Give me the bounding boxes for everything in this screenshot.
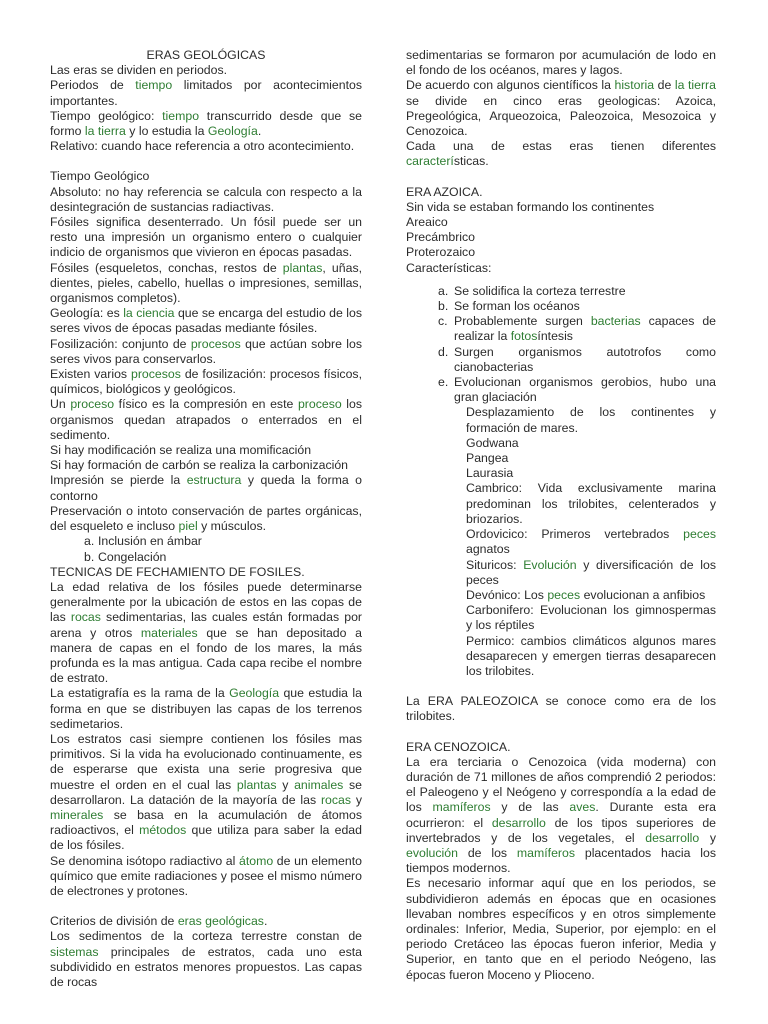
paragraph: La era terciaria o Cenozoica (vida moderna) con duración de 71 millones de años comprendió 2 periodos: el Paleogeno y el Neógeno y correspondía a la edad de los mamíferos y de las aves. Durante esta era ocurrieron: el desarrollo de los tipos superiores de invertebrados y de los vegetales, el desarrollo y evolución de los mamíferos placentados hacia los tiempos modernos. xyxy=(406,754,716,876)
paragraph: Relativo: cuando hace referencia a otro acontecimiento. xyxy=(50,139,355,154)
paragraph: Areaico xyxy=(406,215,448,230)
link-metodos[interactable]: métodos xyxy=(139,823,187,838)
link-rocas[interactable]: rocas xyxy=(70,610,101,625)
link-rocas[interactable]: rocas xyxy=(320,792,352,807)
sub-paragraph: Laurasia xyxy=(466,466,514,481)
link-desarrollo[interactable]: desarrollo xyxy=(645,830,700,845)
link-peces[interactable]: peces xyxy=(683,527,716,542)
link-bacterias[interactable]: bacterias xyxy=(590,314,641,329)
link-geologia[interactable]: Geología xyxy=(207,124,258,139)
paragraph: Periodos de tiempo limitados por acontecimientos importantes. xyxy=(50,78,362,108)
link-proceso[interactable]: proceso xyxy=(70,397,115,412)
link-tiempo[interactable]: tiempo xyxy=(135,78,173,93)
sub-paragraph: Desplazamiento de los continentes y formación de mares. xyxy=(466,405,716,435)
characteristics-list xyxy=(406,284,716,406)
list-item: b. Congelación xyxy=(84,549,167,564)
paragraph: La edad relativa de los fósiles puede determinarse generalmente por la ubicación de estos en las copas de las rocas sedimentarias, las cuales están formadas por arena y otros materiales que se han depositado a manera de capas en el fondo de los mares, la más profunda es la mas antigua. Cada capa recibe el nombre de estrato. xyxy=(50,579,362,686)
list-item: a. Se solidifica la corteza terrestre xyxy=(438,283,626,298)
paragraph: Es necesario informar aquí que en los periodos, se subdividieron además en épocas que en ocasiones llevaban nombres específicos y en otros simplemente ordinales: Inferior, Media, Superior, por ejemplo: en el periodo Cretáceo las épocas fueron inferior, Media y Superior, en tanto que en el periodo Neógeno, las épocas fueron Moceno y Plioceno. xyxy=(406,876,716,982)
link-mamiferos[interactable]: mamíferos xyxy=(516,845,576,860)
link-desarrollo[interactable]: desarrollo xyxy=(491,815,546,830)
link-aves[interactable]: aves xyxy=(569,800,596,815)
link-eras-geologicas[interactable]: eras geológicas xyxy=(177,914,264,929)
link-mamiferos[interactable]: mamíferos xyxy=(432,800,491,815)
paragraph: Los estratos casi siempre contienen los fósiles mas primitivos. Si la vida ha evolucionado continuamente, es de esperarse que exista una serie progresiva que muestre el orden en el cual las plantas y animales se desarrollaron. La datación de la mayoría de las rocas y minerales se basa en la acumulación de átomos radioactivos, el métodos que utiliza para saber la edad de los fósiles. xyxy=(50,731,363,853)
link-procesos[interactable]: procesos xyxy=(130,367,181,382)
paragraph: Se denomina isótopo radiactivo al átomo de un elemento químico que emite radiaciones y posee el mismo número de electrones y protones. xyxy=(50,853,362,898)
link-sistemas[interactable]: sistemas xyxy=(50,944,99,959)
left-column xyxy=(50,48,362,990)
list-item: d. Surgen organismos autotrofos como cianobacterias xyxy=(438,344,716,374)
list-item: a. Inclusión en ámbar xyxy=(84,534,202,549)
link-peces[interactable]: peces xyxy=(547,587,581,602)
paragraph: Fósiles (esqueletos, conchas, restos de plantas, uñas, dientes, pieles, cabello, huellas o impresiones, semillas, organismos completos). xyxy=(50,260,363,306)
link-evolucion[interactable]: Evolución xyxy=(523,557,577,572)
sub-paragraph: Devónico: Los peces evolucionan a anfibios xyxy=(466,587,706,602)
paragraph: Impresión se pierde la estructura y queda la forma o contorno xyxy=(50,473,362,503)
link-geologia[interactable]: Geología xyxy=(229,686,280,701)
paragraph: Geología: es la ciencia que se encarga del estudio de los seres vivos de épocas pasadas mediante fósiles. xyxy=(50,306,362,336)
link-fotosintesis[interactable]: fotos xyxy=(510,329,538,344)
list-item: b. Se forman los océanos xyxy=(438,299,580,314)
paragraph: Cada una de estas eras tienen diferentes características. xyxy=(406,139,716,169)
link-animales[interactable]: animales xyxy=(294,777,344,792)
link-materiales[interactable]: materiales xyxy=(140,625,198,640)
link-caracteristicas[interactable]: caracterí xyxy=(406,154,454,169)
link-la-ciencia[interactable]: la ciencia xyxy=(123,306,175,321)
paragraph: Proterozaico xyxy=(406,245,476,260)
right-column xyxy=(406,48,716,983)
sub-paragraph: Pangea xyxy=(466,451,509,466)
paragraph: De acuerdo con algunos científicos la historia de la tierra se divide en cinco eras geologicas: Azoica, Pregeológica, Arqueozoica, Paleozoica, Mesozoica y Cenozoica. xyxy=(406,78,716,139)
sub-paragraph: Permico: cambios climáticos algunos mares desaparecen y emergen tierras desaparecen los trilobites. xyxy=(466,633,716,678)
paragraph: Características: xyxy=(406,260,492,275)
link-la-tierra[interactable]: la tierra xyxy=(674,78,716,93)
paragraph: Fosilización: conjunto de procesos que actúan sobre los seres vivos para conservarlos. xyxy=(50,336,362,366)
link-procesos[interactable]: procesos xyxy=(190,336,241,351)
paragraph: Preservación o intoto conservación de partes orgánicas, del esqueleto e incluso piel y músculos. xyxy=(50,503,362,534)
link-atomo[interactable]: átomo xyxy=(239,853,274,868)
section-heading: ERA AZOICA. xyxy=(406,184,483,199)
sub-paragraph: Cambrico: Vida exclusivamente marina predominan los trilobites, celenterados y briozarios. xyxy=(466,481,716,526)
sub-paragraph: Ordovicico: Primeros vertebrados peces agnatos xyxy=(466,527,716,557)
sub-paragraph: Situricos: Evolución y diversificación de los peces xyxy=(466,557,716,587)
link-plantas[interactable]: plantas xyxy=(236,777,277,792)
sub-paragraph: Carbonifero: Evolucionan los gimnospermas y los réptiles xyxy=(466,603,716,633)
preservation-list xyxy=(50,534,362,564)
list-item: e. Evolucionan organismos gerobios, hubo una gran glaciación xyxy=(438,375,716,405)
paragraph: Las eras se dividen en periodos. xyxy=(50,63,228,78)
paragraph: Existen varios procesos de fosilización: procesos físicos, químicos, biológicos y geológicos. xyxy=(50,367,362,397)
paragraph: sedimentarias se formaron por acumulación de lodo en el fondo de los océanos, mares y lagos. xyxy=(406,48,716,78)
document-title: ERAS GEOLÓGICAS xyxy=(146,48,266,62)
paragraph: La estatigrafía es la rama de la Geología que estudia la forma en que se distribuyen las capas de los terrenos sedimetarios. xyxy=(50,686,362,731)
list-item: c. Probablemente surgen bacterias capaces de realizar la fotosíntesis xyxy=(438,314,716,344)
link-historia[interactable]: historia xyxy=(614,78,655,93)
paragraph: Un proceso físico es la compresión en este proceso los organismos quedan atrapados o enterrados en el sedimento. xyxy=(50,397,362,442)
paragraph: Sin vida se estaban formando los continentes xyxy=(406,199,655,214)
section-heading: Tiempo Geológico xyxy=(50,169,150,184)
section-heading: TECNICAS DE FECHAMIENTO DE FOSILES. xyxy=(50,564,305,579)
link-estructura[interactable]: estructura xyxy=(186,473,242,488)
paragraph: Fósiles significa desenterrado. Un fósil puede ser un resto una impresión un organismo entero o cualquier indicio de organismos que vivieron en épocas pasadas. xyxy=(50,215,362,260)
link-la-tierra[interactable]: la tierra xyxy=(84,124,126,139)
link-plantas[interactable]: plantas xyxy=(282,260,323,275)
paragraph: Criterios de división de eras geológicas. xyxy=(50,914,268,929)
link-tiempo[interactable]: tiempo xyxy=(162,108,200,123)
paragraph: Tiempo geológico: tiempo transcurrido desde que se formo la tierra y lo estudia la Geología. xyxy=(50,108,362,139)
paragraph: La ERA PALEOZOICA se conoce como era de los trilobites. xyxy=(406,694,716,724)
paragraph: Si hay modificación se realiza una momificación xyxy=(50,443,312,458)
link-evolucion[interactable]: evolución xyxy=(406,845,458,860)
paragraph: Los sedimentos de la corteza terrestre constan de sistemas principales de estratos, cada uno esta subdividido en estratos menores propuestos. Las capas de rocas xyxy=(50,929,362,989)
link-minerales[interactable]: minerales xyxy=(50,807,104,822)
sub-paragraph: Godwana xyxy=(466,435,519,450)
paragraph: Absoluto: no hay referencia se calcula con respecto a la desintegración de sustancias radiactivas. xyxy=(50,184,362,214)
paragraph: Si hay formación de carbón se realiza la carbonización xyxy=(50,458,349,473)
paragraph: Precámbrico xyxy=(406,230,476,245)
link-proceso[interactable]: proceso xyxy=(297,397,342,412)
section-heading: ERA CENOZOICA. xyxy=(406,739,511,754)
link-piel[interactable]: piel xyxy=(178,519,198,534)
